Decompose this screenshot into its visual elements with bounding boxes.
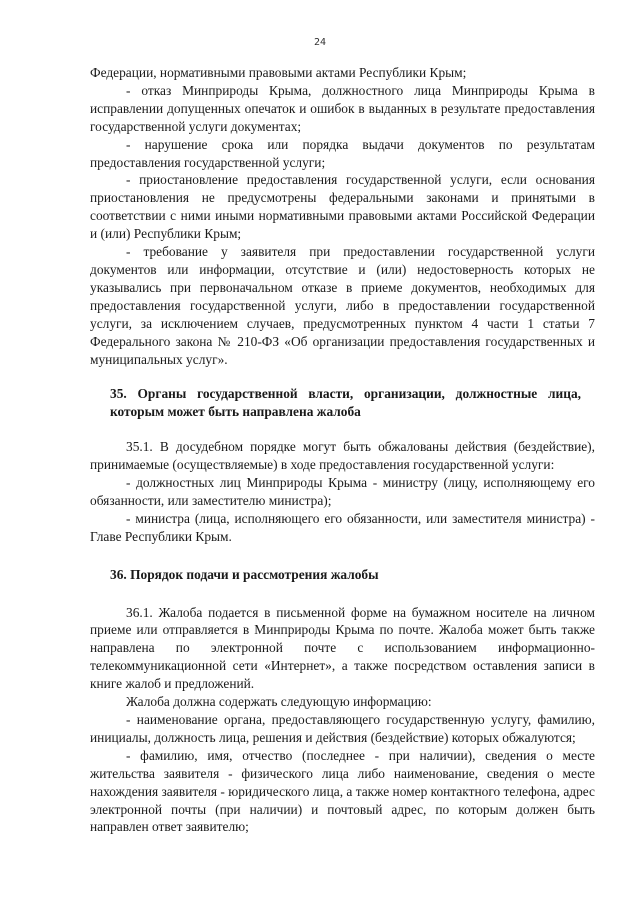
- paragraph: - отказ Минприроды Крыма, должностного лица Минприроды Крыма в исправлении допущенных опечаток и ошибок в выданных в результате предоставления государственной услуги документах;: [90, 82, 595, 134]
- paragraph: - приостановление предоставления государственной услуги, если основания приостановления не предусмотрены федеральными законами и принятыми в соответствии с ними иными нормативными правовыми актами Российской Федерации и (или) Республики Крым;: [90, 172, 595, 242]
- section-heading-35: 35. Органы государственной власти, организации, должностные лица, которым может быть направлена жалоба: [110, 386, 581, 420]
- section-heading-36: 36. Порядок подачи и рассмотрения жалобы: [110, 566, 379, 582]
- paragraph: - министра (лица, исполняющего его обязанности, или заместителя министра) - Главе Республики Крым.: [90, 510, 595, 544]
- paragraph: 36.1. Жалоба подается в письменной форме на бумажном носителе на личном приеме или отправляется в Минприроды Крыма по почте. Жалоба может быть также направлена по электронной почте с использованием информационно-телекоммуникационной сети «Интернет», а также посредством оставления записи в книге жалоб и предложений.: [90, 604, 595, 692]
- paragraph: Жалоба должна содержать следующую информацию:: [126, 694, 432, 710]
- paragraph: 35.1. В досудебном порядке могут быть обжалованы действия (бездействие), принимаемые (осуществляемые) в ходе предоставления государственной услуги:: [90, 439, 595, 473]
- paragraph: - нарушение срока или порядка выдачи документов по результатам предоставления государственной услуги;: [90, 136, 595, 170]
- document-body: [90, 64, 595, 836]
- paragraph: - требование у заявителя при предоставлении государственной услуги документов или информации, отсутствие и (или) недостоверность которых не указывались при первоначальном отказе в приеме документов, необходимых для предоставления государственной услуги, либо в предоставлении государственной услуги, за исключением случаев, предусмотренных пунктом 4 части 1 статьи 7 Федерального закона № 210-ФЗ «Об организации предоставления государственных и муниципальных услуг».: [90, 244, 595, 367]
- paragraph: - наименование органа, предоставляющего государственную услугу, фамилию, инициалы, должность лица, решения и действия (бездействие) которых обжалуются;: [90, 712, 595, 745]
- paragraph: Федерации, нормативными правовыми актами Республики Крым;: [90, 65, 467, 80]
- paragraph: - фамилию, имя, отчество (последнее - при наличии), сведения о месте жительства заявителя - физического лица либо наименование, сведения о месте нахождения заявителя - юридического лица, а также номер контактного телефона, адрес электронной почты (при наличии) и почтовый адрес, по которым должен быть направлен ответ заявителю;: [90, 747, 595, 835]
- page-number: 24: [313, 37, 327, 48]
- paragraph: - должностных лиц Минприроды Крыма - министру (лицу, исполняющему его обязанности, или заместителю министра);: [90, 475, 595, 508]
